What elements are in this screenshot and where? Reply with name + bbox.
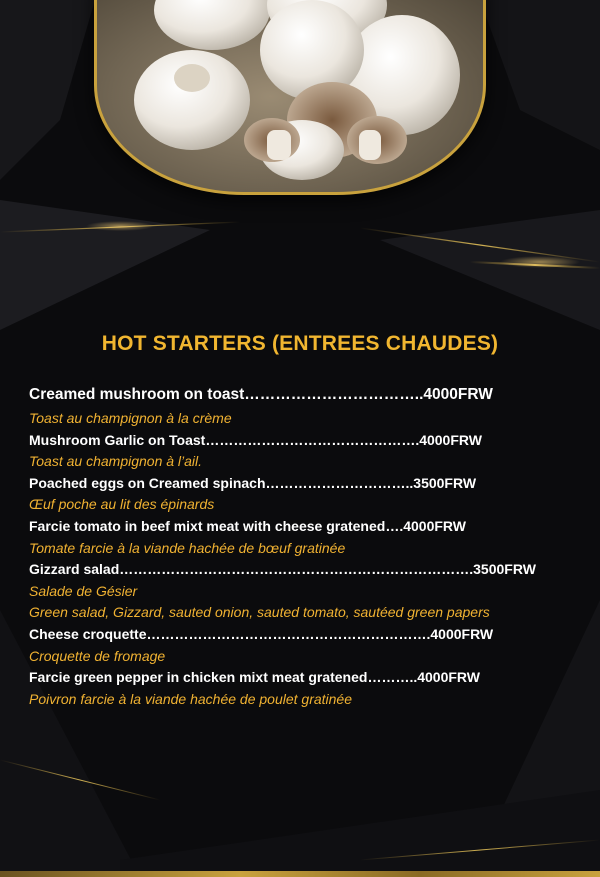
- section-title: HOT STARTERS (ENTREES CHAUDES): [101, 332, 499, 355]
- mushroom-illustration: [97, 0, 483, 192]
- bottom-gold-strip: [0, 871, 600, 877]
- menu-item-translation: Toast au champignon à la crème: [29, 410, 232, 426]
- menu-item-translation: Poivron farcie à la viande hachée de poulet gratinée: [29, 690, 352, 707]
- menu-item-name: Farcie green pepper in chicken mixt meat gratened………..4000FRW: [29, 669, 480, 686]
- menu-item-name: Gizzard salad………………………………………………………………….3500FRW: [29, 561, 536, 578]
- menu-item-translation: Œuf poche au lit des épinards: [29, 496, 215, 513]
- menu-item-name: Poached eggs on Creamed spinach…………………………..3500FRW: [29, 474, 477, 491]
- menu-item-translation: Tomate farcie à la viande hachée de bœuf gratinée: [29, 539, 346, 556]
- menu-item-translation: Toast au champignon à l’ail.: [29, 453, 203, 470]
- menu-item-translation: Croquette de fromage: [29, 647, 166, 664]
- mushrooms-photo: [94, 0, 486, 195]
- menu-item-translation: Salade de Gésier: [29, 582, 138, 599]
- menu-item-description: Green salad, Gizzard, sauted onion, sauted tomato, sautéed green papers: [29, 604, 490, 621]
- menu-list: [29, 384, 574, 710]
- menu-item-name: Creamed mushroom on toast……………………………..4000FRW: [29, 386, 493, 403]
- menu-item-name: Cheese croquette…………………………………………………….4000FRW: [29, 625, 494, 642]
- menu-item-name: Mushroom Garlic on Toast……………………………………….4000FRW: [29, 431, 482, 448]
- menu-item-name: Farcie tomato in beef mixt meat with cheese gratened….4000FRW: [29, 517, 466, 534]
